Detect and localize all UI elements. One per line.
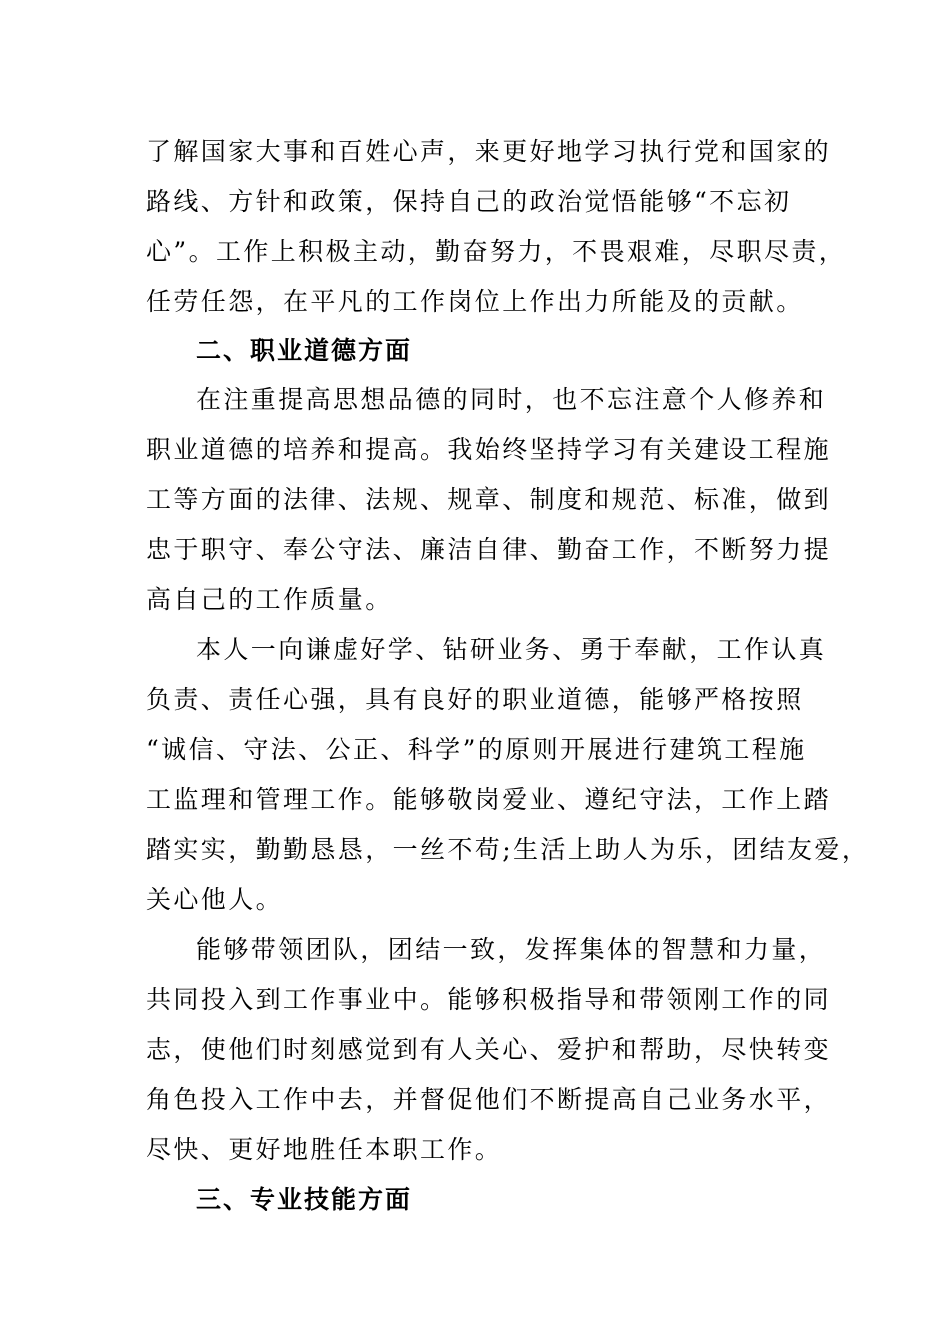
body-text-line: 能够带领团队，团结一致，发挥集体的智慧和力量，	[196, 935, 827, 964]
body-text-line: 关心他人。	[146, 885, 284, 914]
body-text-line: 任劳任怨，在平凡的工作岗位上作出力所能及的贡献。	[146, 287, 804, 316]
body-text-line: 在注重提高思想品德的同时，也不忘注意个人修养和	[196, 385, 827, 414]
section-heading: 二、职业道德方面	[196, 336, 413, 365]
body-text-line: 路线、方针和政策，保持自己的政治觉悟能够“不忘初	[146, 187, 792, 216]
body-text-line: 角色投入工作中去，并督促他们不断提高自己业务水平，	[146, 1085, 832, 1114]
body-text-line: 忠于职守、奉公守法、廉洁自律、勤奋工作，不断努力提	[146, 535, 832, 564]
body-text-line: 心”。工作上积极主动，勤奋努力，不畏艰难，尽职尽责，	[146, 237, 847, 266]
body-text-line: 了解国家大事和百姓心声，来更好地学习执行党和国家的	[146, 137, 832, 166]
body-text-line: 志，使他们时刻感觉到有人关心、爱护和帮助，尽快转变	[146, 1035, 832, 1064]
body-text-line: 本人一向谦虚好学、钻研业务、勇于奉献，工作认真	[196, 635, 827, 664]
body-text-line: 共同投入到工作事业中。能够积极指导和带领刚工作的同	[146, 985, 832, 1014]
body-text-line: 高自己的工作质量。	[146, 585, 393, 614]
body-text-line: 踏实实，勤勤恳恳，一丝不苟;生活上助人为乐，团结友爱，	[146, 835, 870, 864]
section-heading: 三、专业技能方面	[196, 1185, 413, 1214]
body-text-line: 工等方面的法律、法规、规章、制度和规范、标准，做到	[146, 485, 832, 514]
body-text-line: 负责、责任心强，具有良好的职业道德，能够严格按照	[146, 685, 804, 714]
body-text-line: “诚信、守法、公正、科学”的原则开展进行建筑工程施	[146, 735, 807, 764]
body-text-line: 工监理和管理工作。能够敬岗爱业、遵纪守法，工作上踏	[146, 785, 832, 814]
body-text-line: 职业道德的培养和提高。我始终坚持学习有关建设工程施	[146, 435, 832, 464]
body-text-line: 尽快、更好地胜任本职工作。	[146, 1135, 503, 1164]
